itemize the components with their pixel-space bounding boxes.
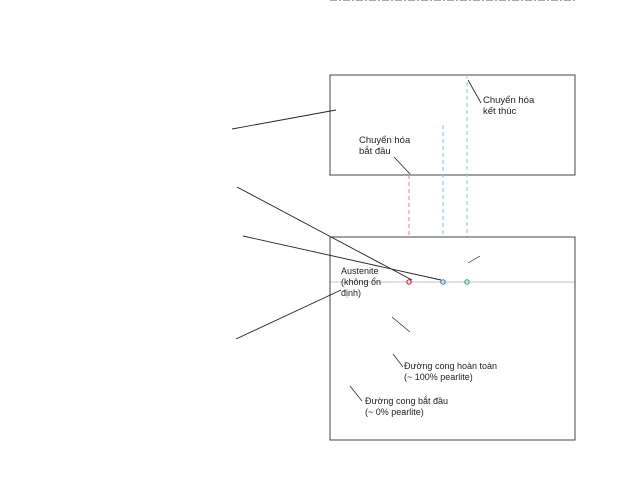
annotation-finish-1: Đường cong hoàn toàn (404, 361, 497, 371)
annotation-unstable-2: (không ổn (341, 277, 382, 287)
annotation-start-curve-1: Đường cong bắt đầu (365, 396, 448, 406)
annotation-start-1: Chuyển hóa (359, 135, 411, 146)
bottom-chart (330, 0, 575, 440)
annotation-start-2: bắt đầu (359, 146, 391, 157)
annotation-finish-2: (~ 100% pearlite) (404, 372, 473, 382)
annotation-end-1: Chuyển hóa (483, 95, 535, 106)
annotation-start-curve-2: (~ 0% pearlite) (365, 407, 424, 417)
annotation-end-2: kết thúc (483, 106, 517, 117)
annotation-unstable-1: Austenite (341, 266, 379, 276)
top-chart-frame (330, 75, 575, 175)
top-chart (330, 75, 575, 175)
annotation-unstable-3: định) (341, 288, 362, 298)
